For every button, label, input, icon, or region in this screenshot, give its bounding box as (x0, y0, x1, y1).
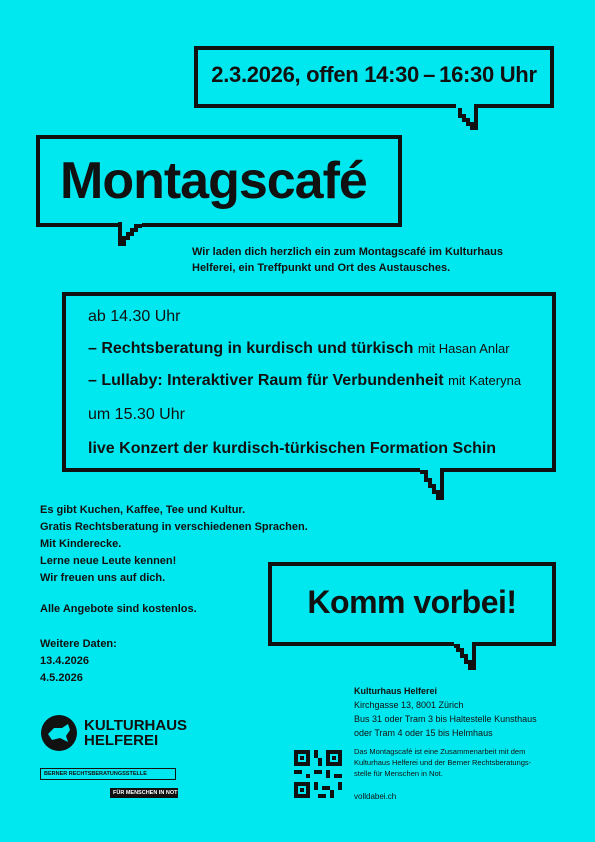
more-date: 4.5.2026 (40, 672, 83, 684)
date-bubble-tail (456, 104, 480, 130)
cta-text: Komm vorbei! (307, 584, 517, 620)
page-title: Montagscafé (60, 152, 367, 210)
program-item-1: – Rechtsberatung in kurdisch und türkisch mit Hasan Anlar (88, 340, 510, 357)
intro-text: Wir laden dich herzlich ein zum Montagscafé im Kulturhaus Helferei, ein Treffpunkt und Ort des Austausches. (192, 246, 504, 274)
kulturhaus-logo-icon (40, 714, 78, 752)
program-speech-bubble (62, 292, 556, 472)
info-line: Es gibt Kuchen, Kaffee, Tee und Kultur. (40, 504, 246, 516)
title-bubble-tail (116, 222, 146, 248)
info-line: Wir freuen uns auf dich. (40, 572, 166, 584)
event-date-time: 2.3.2026, offen 14:30 – 16:30 Uhr (211, 62, 537, 87)
website-link[interactable]: volldabei.ch (354, 792, 397, 801)
date-speech-bubble (194, 46, 554, 108)
free-offer-note: Alle Angebote sind kostenlos. (40, 603, 197, 615)
cta-bubble-tail (454, 642, 478, 670)
more-date: 13.4.2026 (40, 655, 89, 667)
title-speech-bubble (36, 135, 402, 227)
venue-transit: Bus 31 oder Tram 3 bis Haltestelle Kunsthaus (354, 714, 537, 724)
program-bubble-tail (420, 468, 448, 502)
qr-code[interactable] (294, 750, 342, 798)
more-dates-label: Weitere Daten: (40, 638, 117, 650)
program-time-1: ab 14.30 Uhr (88, 308, 181, 325)
info-line: Lerne neue Leute kennen! (40, 555, 177, 567)
venue-transit: oder Tram 4 oder 15 bis Helmhaus (354, 728, 493, 738)
venue-name: Kulturhaus Helferei (354, 686, 438, 696)
partnership-note: Das Montagscafé ist eine Zusammenarbeit mit dem Kulturhaus Helferei und der Berner Rechtsberatungs- stelle für Menschen in Not. (354, 747, 532, 778)
info-line: Gratis Rechtsberatung in verschiedenen Sprachen. (40, 521, 308, 533)
venue-info (354, 684, 537, 740)
venue-address: Kirchgasse 13, 8001 Zürich (354, 700, 464, 710)
program-item-2: – Lullaby: Interaktiver Raum für Verbundenheit mit Kateryna (88, 372, 522, 389)
berner-rechtsberatung-logo: BERNER RECHTSBERATUNGSSTELLE FÜR MENSCHEN IN NOT (40, 768, 178, 798)
cta-speech-bubble (268, 562, 556, 646)
program-item-3: live Konzert der kurdisch-türkischen Formation Schin (88, 440, 497, 457)
info-line: Mit Kinderecke. (40, 538, 122, 550)
program-time-2: um 15.30 Uhr (88, 406, 185, 423)
